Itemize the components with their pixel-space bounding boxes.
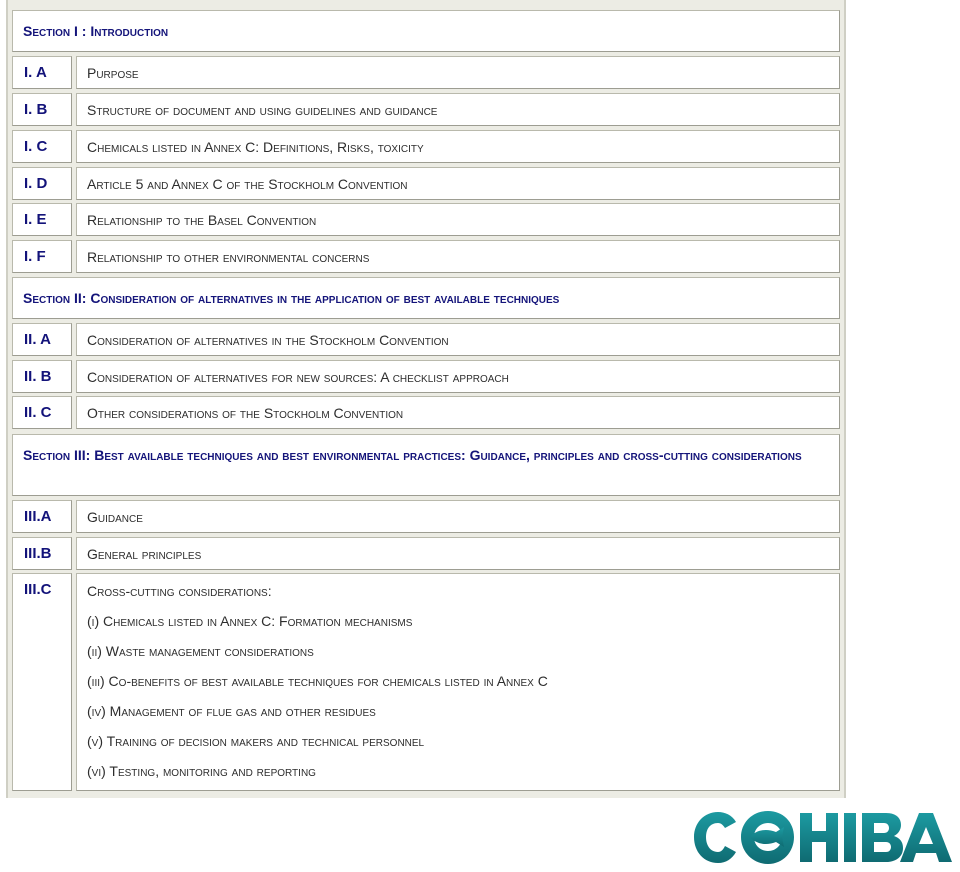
sub-item: (i) Chemicals listed in Annex C: Formation mechanisms — [87, 613, 413, 629]
item-number: II. A — [12, 323, 72, 356]
item-number: I. C — [12, 130, 72, 163]
item-number: II. C — [12, 396, 72, 429]
item-number: III.C — [12, 573, 72, 791]
table-row — [12, 537, 840, 570]
section-header-row — [12, 434, 840, 496]
item-title: Chemicals listed in Annex C: Definitions, Risks, toxicity — [76, 130, 840, 163]
item-title: Other considerations of the Stockholm Convention — [76, 396, 840, 429]
item-title: Relationship to the Basel Convention — [76, 203, 840, 236]
item-number: II. B — [12, 360, 72, 393]
table-row — [12, 240, 840, 273]
item-number: I. A — [12, 56, 72, 89]
item-title: General principles — [76, 537, 840, 570]
item-title: Consideration of alternatives for new sources: A checklist approach — [76, 360, 840, 393]
table-row — [12, 93, 840, 126]
table-row — [12, 360, 840, 393]
cohiba-logo — [690, 806, 955, 870]
item-number: I. F — [12, 240, 72, 273]
section-title: Section I : Introduction — [12, 10, 840, 52]
item-title: Article 5 and Annex C of the Stockholm Convention — [76, 167, 840, 200]
item-number: I. D — [12, 167, 72, 200]
table-row — [12, 56, 840, 89]
table-row — [12, 323, 840, 356]
sub-item: (vi) Testing, monitoring and reporting — [87, 763, 316, 779]
table-row — [12, 396, 840, 429]
table-row — [12, 130, 840, 163]
item-number: I. E — [12, 203, 72, 236]
item-title: Guidance — [76, 500, 840, 533]
item-number: III.B — [12, 537, 72, 570]
table-row — [12, 573, 840, 791]
item-title: Structure of document and using guidelines and guidance — [76, 93, 840, 126]
sub-item: (iv) Management of flue gas and other residues — [87, 703, 376, 719]
item-number: III.A — [12, 500, 72, 533]
section-header-row — [12, 277, 840, 319]
item-title: Cross-cutting considerations: — [87, 583, 272, 599]
section-header-row — [12, 10, 840, 52]
section-title: Section II: Consideration of alternatives in the application of best available techniques — [12, 277, 840, 319]
table-row — [12, 500, 840, 533]
item-number: I. B — [12, 93, 72, 126]
sub-item: (iii) Co-benefits of best available techniques for chemicals listed in Annex C — [87, 673, 548, 689]
item-title: Purpose — [76, 56, 840, 89]
table-row — [12, 167, 840, 200]
contents-table — [6, 0, 846, 798]
item-title: Consideration of alternatives in the Stockholm Convention — [76, 323, 840, 356]
table-row — [12, 203, 840, 236]
item-title: Relationship to other environmental concerns — [76, 240, 840, 273]
sub-item: (v) Training of decision makers and technical personnel — [87, 733, 425, 749]
sub-item: (ii) Waste management considerations — [87, 643, 314, 659]
item-title-block — [76, 573, 840, 791]
section-title: Section III: Best available techniques and best environmental practices: Guidance, principles and cross-cutting considerations — [12, 434, 840, 496]
